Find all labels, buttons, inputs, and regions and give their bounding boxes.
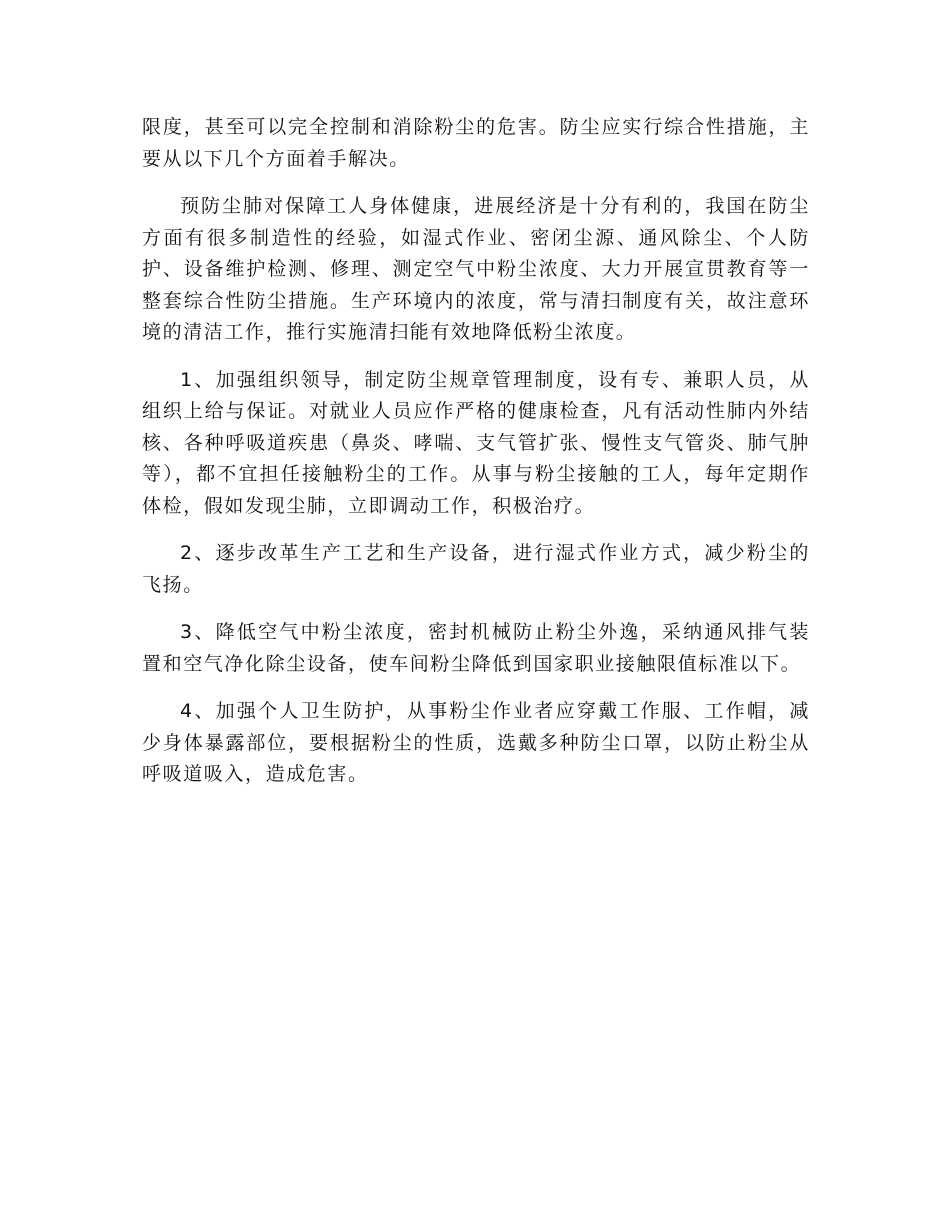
- paragraph-item-2: 2、逐步改革生产工艺和生产设备，进行湿式作业方式，减少粉尘的飞扬。: [142, 542, 810, 596]
- paragraph-item-1: 1、加强组织领导，制定防尘规章管理制度，设有专、兼职人员，从组织上给与保证。对就业人员应作严格的健康检查，凡有活动性肺内外结核、各种呼吸道疾患（鼻炎、哮喘、支气管扩张、慢性支气管炎、肺气肿等），都不宜担任接触粉尘的工作。从事与粉尘接触的工人，每年定期作体检，假如发现尘肺，立即调动工作，积极治疗。: [142, 368, 810, 517]
- paragraph-intro: 预防尘肺对保障工人身体健康，进展经济是十分有利的，我国在防尘方面有很多制造性的经验，如湿式作业、密闭尘源、通风除尘、个人防护、设备维护检测、修理、测定空气中粉尘浓度、大力开展宣贯教育等一整套综合性防尘措施。生产环境内的浓度，常与清扫制度有关，故注意环境的清洁工作，推行实施清扫能有效地降低粉尘浓度。: [142, 195, 810, 343]
- paragraph-continuation: 限度，甚至可以完全控制和消除粉尘的危害。防尘应实行综合性措施，主要从以下几个方面着手解决。: [142, 116, 810, 170]
- paragraph-item-3: 3、降低空气中粉尘浓度，密封机械防止粉尘外逸，采纳通风排气装置和空气净化除尘设备，使车间粉尘降低到国家职业接触限值标准以下。: [142, 621, 810, 675]
- paragraph-item-4: 4、加强个人卫生防护，从事粉尘作业者应穿戴工作服、工作帽，减少身体暴露部位，要根据粉尘的性质，选戴多种防尘口罩，以防止粉尘从呼吸道吸入，造成危害。: [142, 700, 810, 785]
- document-page: [142, 112, 810, 807]
